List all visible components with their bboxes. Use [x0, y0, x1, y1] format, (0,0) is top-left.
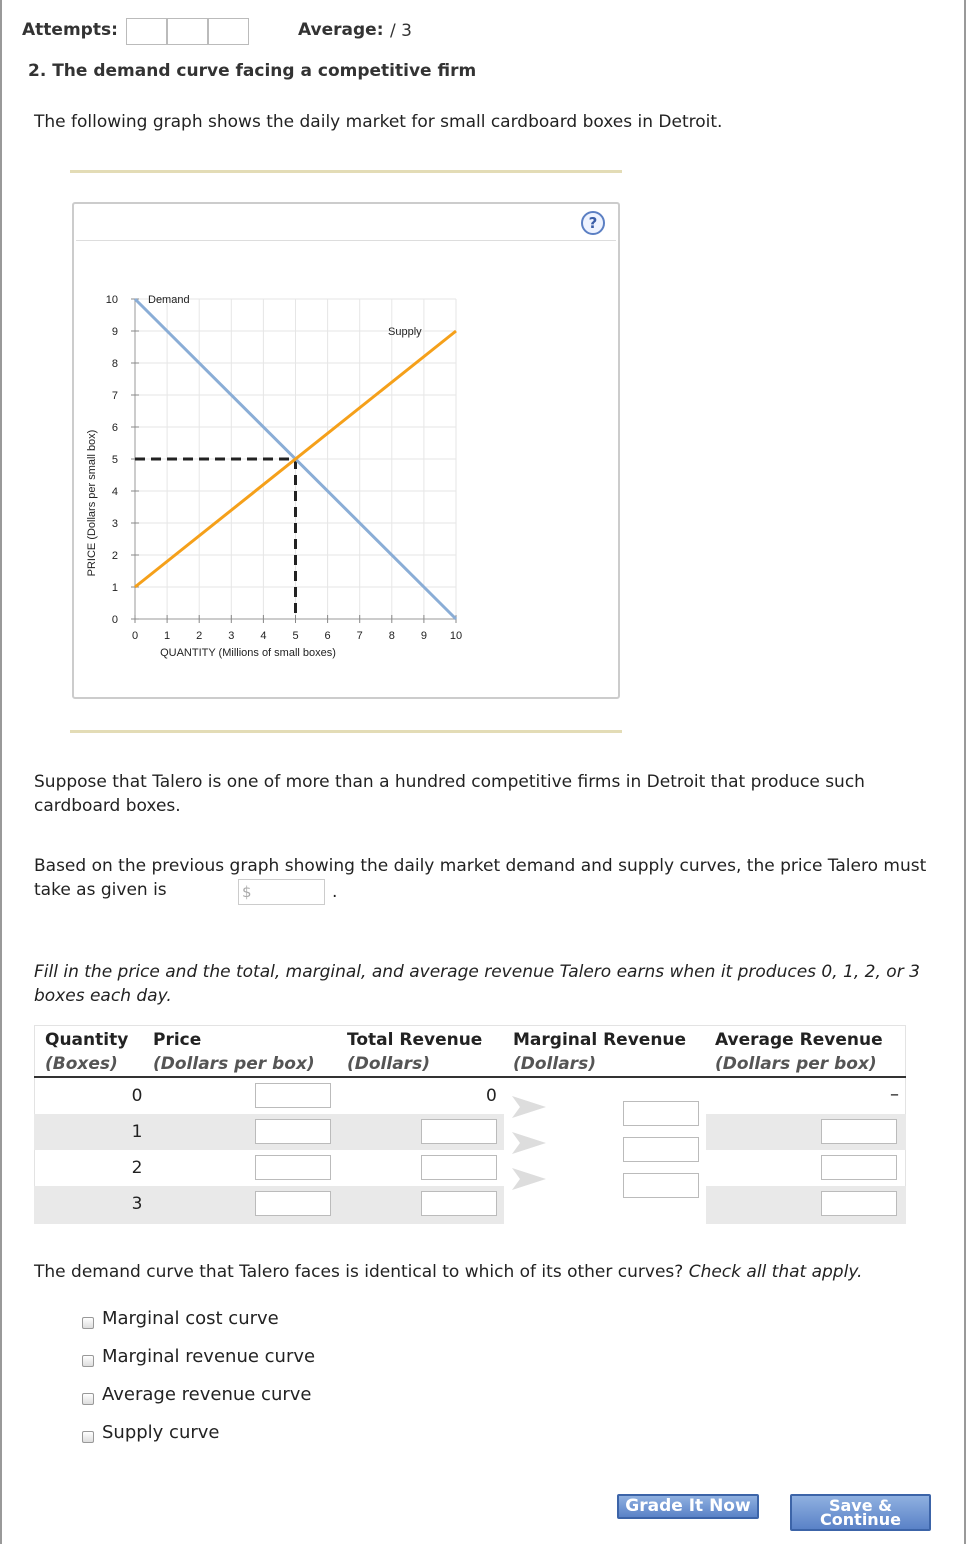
y-tick-label: 4 [111, 486, 118, 498]
y-tick-label: 3 [111, 518, 118, 530]
x-tick-label: 2 [196, 630, 203, 642]
x-tick-label: 7 [356, 630, 363, 642]
x-tick-label: 5 [292, 630, 299, 642]
chevron-right-icon [512, 1132, 546, 1154]
price-input-q1[interactable] [255, 1119, 331, 1144]
y-tick-label: 9 [111, 326, 118, 338]
total-revenue-input-q1[interactable] [421, 1119, 497, 1144]
marginal-arrows [510, 1096, 550, 1196]
intro-text: The following graph shows the daily market for small cardboard boxes in Detroit. [34, 112, 723, 132]
header-marginal-revenue: Marginal Revenue (Dollars) [513, 1030, 687, 1074]
y-axis-label: PRICE (Dollars per small box) [86, 429, 98, 577]
x-tick-label: 10 [449, 630, 463, 642]
total-revenue-input-q2[interactable] [421, 1155, 497, 1180]
curves-prompt [34, 1260, 944, 1284]
price-input[interactable]: $ [238, 879, 325, 905]
curves-prompt-text: The demand curve that Talero faces is identical to which of its other curves? [34, 1262, 684, 1282]
chevron-right-icon [512, 1096, 546, 1118]
label-average-revenue[interactable]: Average revenue curve [102, 1384, 312, 1405]
quantity-0: 0 [131, 1086, 143, 1106]
marginal-revenue-input-2[interactable] [623, 1137, 699, 1162]
market-chart [0, 0, 966, 720]
y-tick-label: 2 [111, 550, 118, 562]
curves-prompt-instruction: Check all that apply. [688, 1262, 863, 1282]
continue-label: Continue [820, 1510, 901, 1529]
average-label: Average: [298, 20, 384, 40]
save-continue-button[interactable] [790, 1494, 931, 1531]
fill-instructions: Fill in the price and the total, marginal, and average revenue Talero earns when it produces 0, 1, 2, or 3 boxes each day. [34, 962, 920, 1006]
average-value: / 3 [390, 21, 412, 41]
x-tick-label: 4 [260, 630, 267, 642]
y-tick-label: 0 [111, 614, 118, 626]
quantity-2: 2 [131, 1158, 143, 1178]
total-revenue-q0: 0 [486, 1086, 497, 1106]
bottom-rule [70, 730, 622, 733]
attempts-label: Attempts: [22, 20, 118, 40]
x-tick-label: 6 [324, 630, 331, 642]
y-tick-label: 8 [111, 358, 118, 370]
grade-it-now-button[interactable]: Grade It Now [617, 1494, 759, 1519]
table-header-divider [34, 1076, 906, 1078]
header-quantity: Quantity (Boxes) [45, 1030, 129, 1074]
label-supply[interactable]: Supply curve [102, 1422, 220, 1443]
header-total-revenue: Total Revenue (Dollars) [347, 1030, 483, 1074]
price-input-q0[interactable] [255, 1083, 331, 1108]
y-tick-label: 7 [111, 390, 118, 402]
header-price: Price (Dollars per box) [153, 1030, 315, 1074]
checkbox-marginal-cost[interactable] [82, 1317, 94, 1329]
checkbox-supply[interactable] [82, 1431, 94, 1443]
x-tick-label: 0 [131, 630, 139, 642]
average-revenue-input-q3[interactable] [821, 1191, 897, 1216]
context-text: Suppose that Talero is one of more than a hundred competitive firms in Detroit that produce such cardboard boxes. [34, 772, 865, 816]
price-prompt-text [34, 854, 942, 902]
average-revenue-q0: – [890, 1084, 899, 1105]
y-tick-label: 1 [111, 582, 118, 594]
x-tick-label: 8 [388, 630, 395, 642]
quantity-3: 3 [131, 1194, 143, 1214]
checkbox-average-revenue[interactable] [82, 1393, 94, 1405]
price-prompt: Based on the previous graph showing the daily market demand and supply curves, the price Talero must take as given is [34, 856, 927, 900]
price-input-q2[interactable] [255, 1155, 331, 1180]
label-marginal-cost[interactable]: Marginal cost curve [102, 1308, 279, 1329]
demand-label: Demand [148, 294, 190, 306]
average-revenue-input-q1[interactable] [821, 1119, 897, 1144]
average-revenue-input-q2[interactable] [821, 1155, 897, 1180]
marginal-revenue-input-3[interactable] [623, 1173, 699, 1198]
checkbox-marginal-revenue[interactable] [82, 1355, 94, 1367]
price-suffix: . [332, 882, 338, 902]
supply-label: Supply [388, 326, 422, 338]
x-tick-label: 1 [164, 630, 171, 642]
total-revenue-input-q3[interactable] [421, 1191, 497, 1216]
price-input-q3[interactable] [255, 1191, 331, 1216]
header-average-revenue: Average Revenue (Dollars per box) [715, 1030, 883, 1074]
x-tick-label: 9 [420, 630, 427, 642]
label-marginal-revenue[interactable]: Marginal revenue curve [102, 1346, 316, 1367]
y-tick-label: 10 [105, 294, 118, 306]
y-tick-label: 6 [111, 422, 118, 434]
question-title: 2. The demand curve facing a competitive firm [28, 61, 477, 81]
question-icon[interactable]: ? [581, 211, 605, 235]
x-axis-label: QUANTITY (Millions of small boxes) [160, 647, 336, 659]
quantity-1: 1 [131, 1122, 143, 1142]
chevron-right-icon [512, 1168, 546, 1190]
y-tick-label: 5 [111, 454, 118, 466]
x-tick-label: 3 [228, 630, 235, 642]
save-label: Save & [828, 1496, 893, 1515]
marginal-revenue-input-1[interactable] [623, 1101, 699, 1126]
